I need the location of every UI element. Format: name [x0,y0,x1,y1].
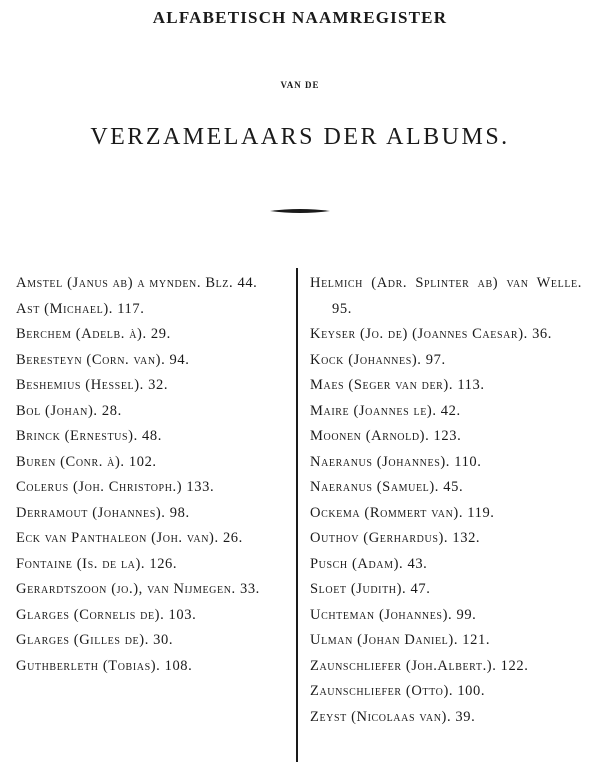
page-subtitle: VAN DE [280,80,320,90]
index-entry: Amstel (Janus ab) a mynden. Blz. 44. [16,275,258,291]
index-entry: Naeranus (Samuel). 45. [310,479,464,495]
index-entry: Derramout (Johannes). 98. [16,504,190,521]
index-entry: Eck van Panthaleon (Joh. van). 26. [16,530,243,546]
ornament-rule-icon [270,207,330,215]
index-entry: Glarges (Gilles de). 30. [16,632,174,648]
index-entry: Maes (Seger van der). 113. [310,377,485,393]
index-entry: Helmich (Adr. Splinter ab) van Welle. 95. [310,275,582,317]
index-entry: Maire (Joannes le). 42. [310,402,461,419]
index-entry: Brinck (Ernestus). 48. [16,428,162,444]
index-entry: Keyser (Jo. de) (Joannes Caesar). 36. [310,326,553,342]
index-entry: Kock (Johannes). 97. [310,351,446,368]
index-entry: Naeranus (Johannes). 110. [310,453,482,470]
index-entry: Ulman (Johan Daniel). 121. [310,632,491,648]
index-entry: Ockema (Rommert van). 119. [310,504,495,521]
index-entry: Berchem (Adelb. à). 29. [16,326,171,342]
page-title-secondary: VERZAMELAARS DER ALBUMS. [90,124,510,150]
index-entry: Zaunschliefer (Joh.Albert.). 122. [310,657,529,674]
index-entry: Buren (Conr. à). 102. [16,453,157,470]
index-entry: Uchteman (Johannes). 99. [310,606,477,623]
index-entry: Beshemius (Hessel). 32. [16,377,169,393]
index-entry: Zaunschliefer (Otto). 100. [310,683,486,699]
index-entry: Zeyst (Nicolaas van). 39. [310,708,476,725]
column-divider [296,268,298,762]
index-entry: Bol (Johan). 28. [16,402,122,419]
index-column-right [310,271,582,730]
index-entry: Glarges (Cornelis de). 103. [16,606,197,623]
index-entry: Ast (Michael). 117. [16,300,145,317]
index-entry: Sloet (Judith). 47. [310,581,431,597]
index-entry: Colerus (Joh. Christoph.) 133. [16,479,215,495]
index-entry: Fontaine (Is. de la). 126. [16,555,178,572]
index-column-left [16,271,290,679]
index-entry: Outhov (Gerhardus). 132. [310,530,481,546]
page-title: ALFABETISCH NAAMREGISTER [152,8,448,27]
index-entry: Guthberleth (Tobias). 108. [16,657,193,674]
index-entry: Moonen (Arnold). 123. [310,428,462,444]
index-entry: Berestеyn (Corn. van). 94. [16,351,190,368]
index-entry: Pusch (Adam). 43. [310,555,428,572]
index-entry: Gerardtszoon (jo.), van Nijmegen. 33. [16,581,260,597]
